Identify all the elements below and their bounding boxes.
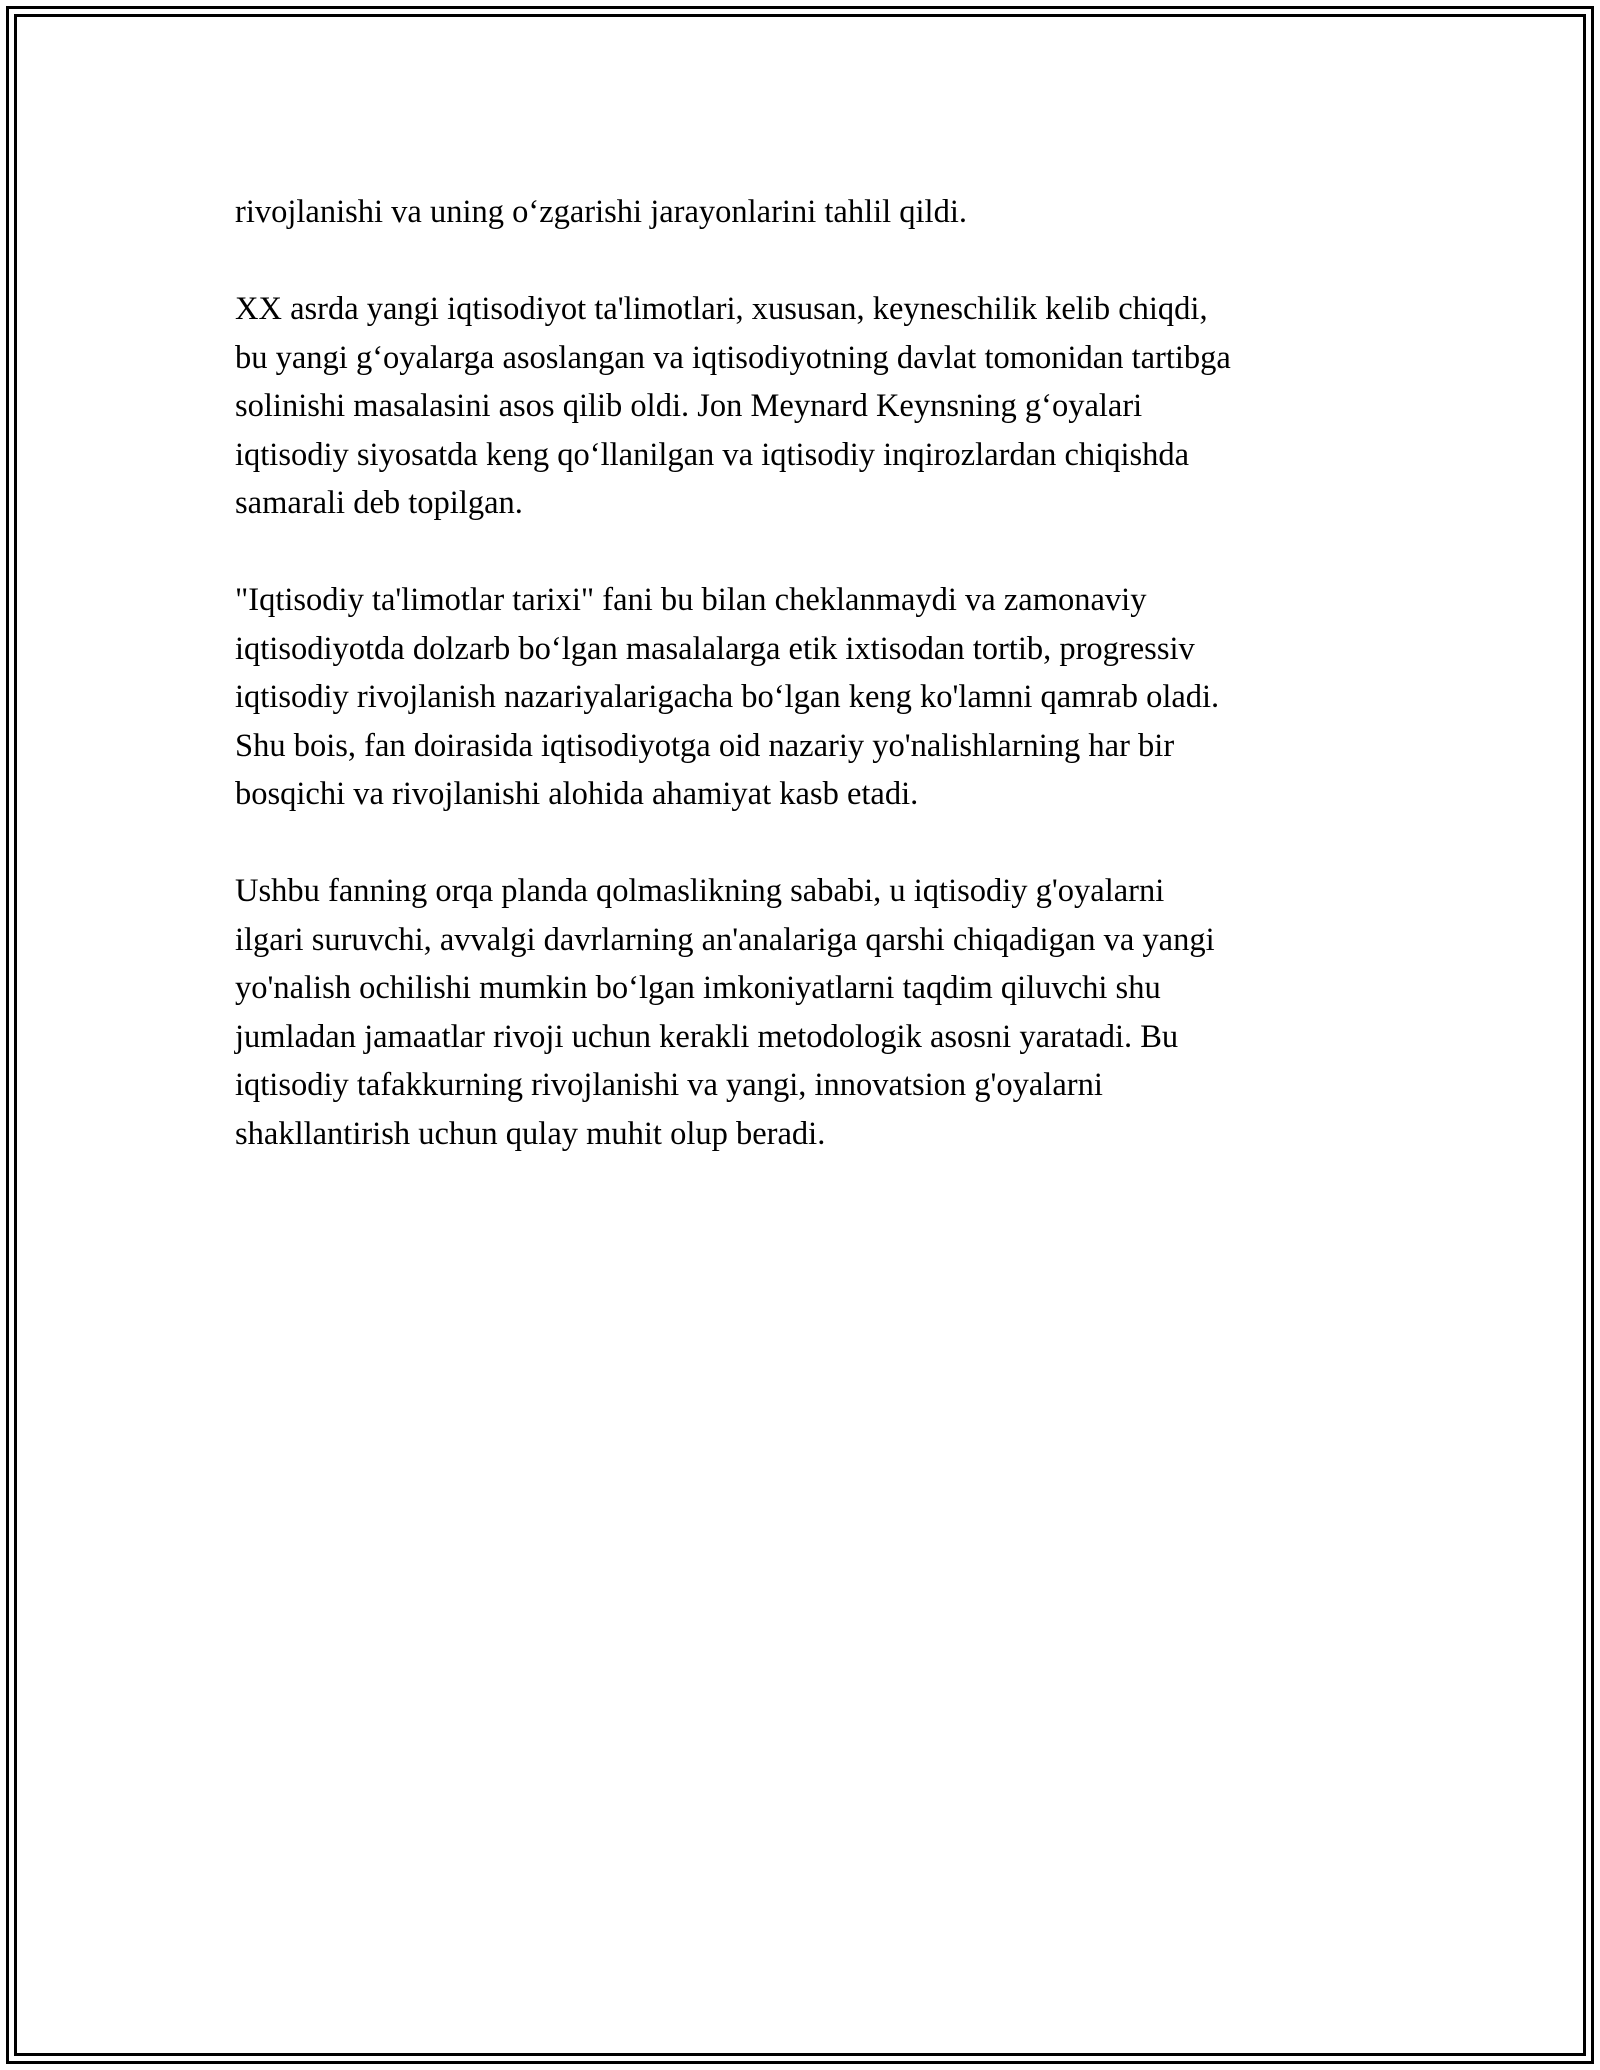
- text-line: jumladan jamaatlar rivoji uchun kerakli metodologik asosni yaratadi. Bu: [235, 1018, 1179, 1055]
- text-line: iqtisodiyotda dolzarb bo‘lgan masalalarga etik ixtisodan tortib, progressiv: [235, 630, 1195, 667]
- text-line: shakllantirish uchun qulay muhit olup beradi.: [235, 1115, 826, 1152]
- text-line: Ushbu fanning orqa planda qolmaslikning sababi, u iqtisodiy g'oyalarni: [235, 873, 1165, 909]
- text-line: iqtisodiy rivojlanish nazariyalarigacha bo‘lgan keng ko'lamni qamrab oladi.: [235, 679, 1220, 715]
- text-line: samarali deb topilgan.: [235, 485, 523, 521]
- text-line: yo'nalish ochilishi mumkin bo‘lgan imkoniyatlarni taqdim qiluvchi shu: [235, 970, 1161, 1006]
- document-body: [235, 188, 1375, 1207]
- text-line: solinishi masalasini asos qilib oldi. Jon Meynard Keynsning g‘oyalari: [235, 388, 1143, 424]
- paragraph: [235, 188, 1375, 237]
- text-line: "Iqtisodiy ta'limotlar tarixi" fani bu bilan cheklanmaydi va zamonaviy: [235, 582, 1147, 618]
- text-line: ilgari suruvchi, avvalgi davrlarning an'analariga qarshi chiqadigan va yangi: [235, 921, 1215, 958]
- paragraph: [235, 867, 1375, 1158]
- text-line: iqtisodiy tafakkurning rivojlanishi va yangi, innovatsion g'oyalarni: [235, 1067, 1103, 1103]
- text-line: rivojlanishi va uning o‘zgarishi jarayonlarini tahlil qildi.: [235, 194, 967, 230]
- paragraph: [235, 576, 1375, 819]
- text-line: XX asrda yangi iqtisodiyot ta'limotlari, xususan, keyneschilik kelib chiqdi,: [235, 291, 1208, 327]
- text-line: Shu bois, fan doirasida iqtisodiyotga oid nazariy yo'nalishlarning har bir: [235, 727, 1175, 764]
- text-line: iqtisodiy siyosatda keng qo‘llanilgan va iqtisodiy inqirozlardan chiqishda: [235, 436, 1190, 473]
- text-line: bu yangi g‘oyalarga asoslangan va iqtisodiyotning davlat tomonidan tartibga: [235, 339, 1231, 376]
- paragraph: [235, 285, 1375, 528]
- text-line: bosqichi va rivojlanishi alohida ahamiyat kasb etadi.: [235, 776, 919, 812]
